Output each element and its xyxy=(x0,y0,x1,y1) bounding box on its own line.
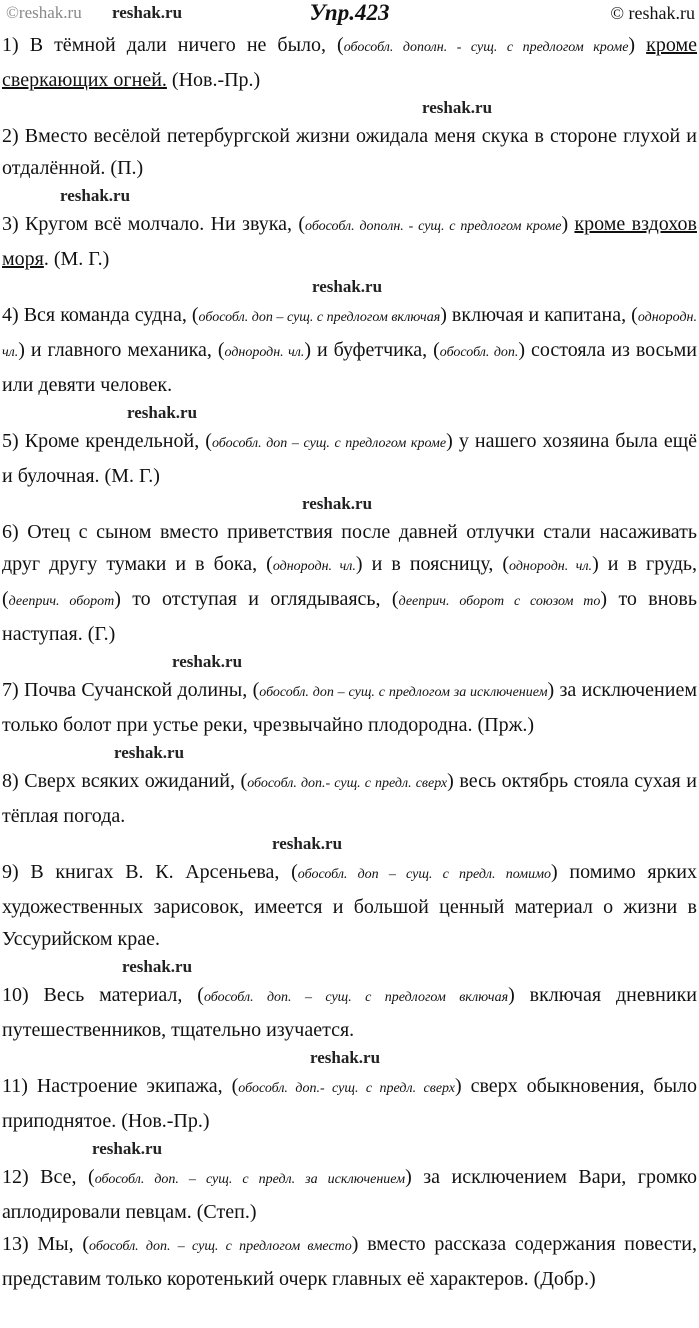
copyright: © reshak.ru xyxy=(610,3,695,23)
watermark: reshak.ru xyxy=(127,403,198,422)
sentence-text: ) xyxy=(628,34,647,56)
grammar-note: обособл. доп. – сущ. с предлогом вместо xyxy=(89,1239,352,1254)
sentence-text: 4) Вся команда судна, ( xyxy=(2,304,199,326)
watermark-round: ©reshak.ru xyxy=(6,3,82,22)
grammar-note: обособл. дополн. - сущ. с предлогом кроме xyxy=(305,219,562,234)
sentence-text: ) то вновь наступая. (Г.) xyxy=(2,588,697,645)
sentence-text: 2) Вместо весёлой петербургской жизни ожидала меня скука в стороне глухой и отдалённой. (П.) xyxy=(2,125,697,179)
watermark: reshak.ru xyxy=(302,494,373,513)
sentence-text: 11) Настроение экипажа, ( xyxy=(2,1075,239,1097)
grammar-note: обособл. доп. – сущ. с предл. за исключением xyxy=(94,1172,406,1187)
sentence-text: ) и главного механика, ( xyxy=(18,339,225,361)
sentence-text: ) включая и капитана, ( xyxy=(440,304,638,326)
sentence-text: (Нов.-Пр.) xyxy=(166,69,261,91)
document-body xyxy=(2,29,697,1295)
grammar-note: однородн. чл. xyxy=(272,559,356,574)
exercise-sentence xyxy=(2,674,697,741)
watermark: reshak.ru xyxy=(172,652,243,671)
exercise-sentence xyxy=(2,120,697,184)
exercise-sentence xyxy=(2,979,697,1046)
exercise-sentence xyxy=(2,425,697,492)
sentence-text: 8) Сверх всяких ожиданий, ( xyxy=(2,770,248,792)
exercise-sentence xyxy=(2,765,697,832)
exercise-sentence xyxy=(2,856,697,955)
grammar-note: однородн. чл. xyxy=(224,345,305,360)
sentence-text: 7) Почва Сучанской долины, ( xyxy=(2,679,260,701)
exercise-sentence xyxy=(2,1161,697,1228)
sentence-text: 5) Кроме крендельной, ( xyxy=(2,430,212,452)
grammar-note: обособл. доп – сущ. с предл. помимо xyxy=(297,867,552,882)
grammar-note: обособл. доп – сущ. с предлогом за исключением xyxy=(259,685,548,700)
exercise-sentence xyxy=(2,516,697,650)
sentence-text: 12) Все, ( xyxy=(2,1166,95,1188)
grammar-note: дееприч. оборот xyxy=(8,594,115,609)
sentence-text: ) и в поясницу, ( xyxy=(355,553,510,575)
grammar-note: однородн. чл. xyxy=(509,559,593,574)
underlined-text: сверкающих огней. xyxy=(2,69,167,91)
grammar-note: дееприч. оборот с союзом то xyxy=(398,594,601,609)
grammar-note: обособл. дополн. - сущ. с предлогом кроме xyxy=(343,40,629,55)
sentence-text: ) состояла из восьми или девяти человек. xyxy=(2,339,698,396)
underlined-text: кроме вздохов xyxy=(574,213,697,235)
watermark: reshak.ru xyxy=(422,98,493,117)
grammar-note: обособл. доп. xyxy=(439,345,519,360)
sentence-text: . (М. Г.) xyxy=(43,248,110,270)
exercise-sentence xyxy=(2,1070,697,1137)
sentence-text: 10) Весь материал, ( xyxy=(2,984,204,1006)
exercise-title: Упр.423 xyxy=(309,0,390,25)
page-header xyxy=(0,0,699,28)
sentence-text: ) за исключением Вари, громко аплодировали певцам. (Степ.) xyxy=(2,1166,697,1223)
sentence-text: ) у нашего хозяина была ещё и булочная. (М. Г.) xyxy=(2,430,698,487)
sentence-text: ) за исключением только болот при устье реки, чрезвычайно плодородна. (Прж.) xyxy=(2,679,697,736)
exercise-sentence xyxy=(2,299,697,401)
sentence-text: ) помимо ярких художественных зарисовок, имеется и большой ценный материал о жизни в Уссурийском крае. xyxy=(2,861,698,950)
watermark: reshak.ru xyxy=(272,834,343,853)
grammar-note: обособл. доп – сущ. с предлогом включая xyxy=(198,310,441,325)
sentence-text: 6) Отец с сыном вместо приветствия после давней отлучки стали насаживать друг другу тумаки и в бока, ( xyxy=(2,521,697,575)
grammar-note: обособл. доп.- сущ. с предл. сверх xyxy=(238,1081,455,1096)
grammar-note: обособл. доп – сущ. с предлогом кроме xyxy=(211,436,447,451)
underlined-text: моря xyxy=(2,248,44,270)
underlined-text: кроме xyxy=(646,34,697,56)
grammar-note: однородн. чл. xyxy=(2,310,697,360)
watermark: reshak.ru xyxy=(122,957,193,976)
sentence-text: 3) Кругом всё молчало. Ни звука, ( xyxy=(2,213,305,235)
watermark: reshak.ru xyxy=(60,186,131,205)
sentence-text: 9) В книгах В. К. Арсеньева, ( xyxy=(2,861,298,883)
exercise-sentence xyxy=(2,29,697,96)
sentence-text: 1) В тёмной дали ничего не было, ( xyxy=(2,34,344,56)
grammar-note: обособл. доп. – сущ. с предлогом включая xyxy=(203,990,509,1005)
exercise-sentence xyxy=(2,1228,697,1295)
watermark: reshak.ru xyxy=(112,3,183,22)
sentence-text: ) весь октябрь стояла сухая и тёплая погода. xyxy=(2,770,698,827)
sentence-text: ) сверх обыкновения, было приподнятое. (Нов.-Пр.) xyxy=(2,1075,698,1132)
sentence-text: ) вместо рассказа содержания повести, представим только коротенький очерк главных её характеров. (Добр.) xyxy=(2,1233,697,1290)
sentence-text: ) и буфетчика, ( xyxy=(304,339,440,361)
sentence-text: ) и в грудь, ( xyxy=(2,553,697,610)
sentence-text: ) xyxy=(561,213,575,235)
watermark: reshak.ru xyxy=(312,277,383,296)
exercise-sentence xyxy=(2,208,697,275)
watermark: reshak.ru xyxy=(114,743,185,762)
watermark: reshak.ru xyxy=(92,1139,163,1158)
watermark: reshak.ru xyxy=(310,1048,381,1067)
grammar-note: обособл. доп.- сущ. с предл. сверх xyxy=(247,776,448,791)
sentence-text: 13) Мы, ( xyxy=(2,1233,90,1255)
sentence-text: ) включая дневники путешественников, тщательно изучается. xyxy=(2,984,698,1041)
sentence-text: ) то отступая и оглядываясь, ( xyxy=(114,588,399,610)
